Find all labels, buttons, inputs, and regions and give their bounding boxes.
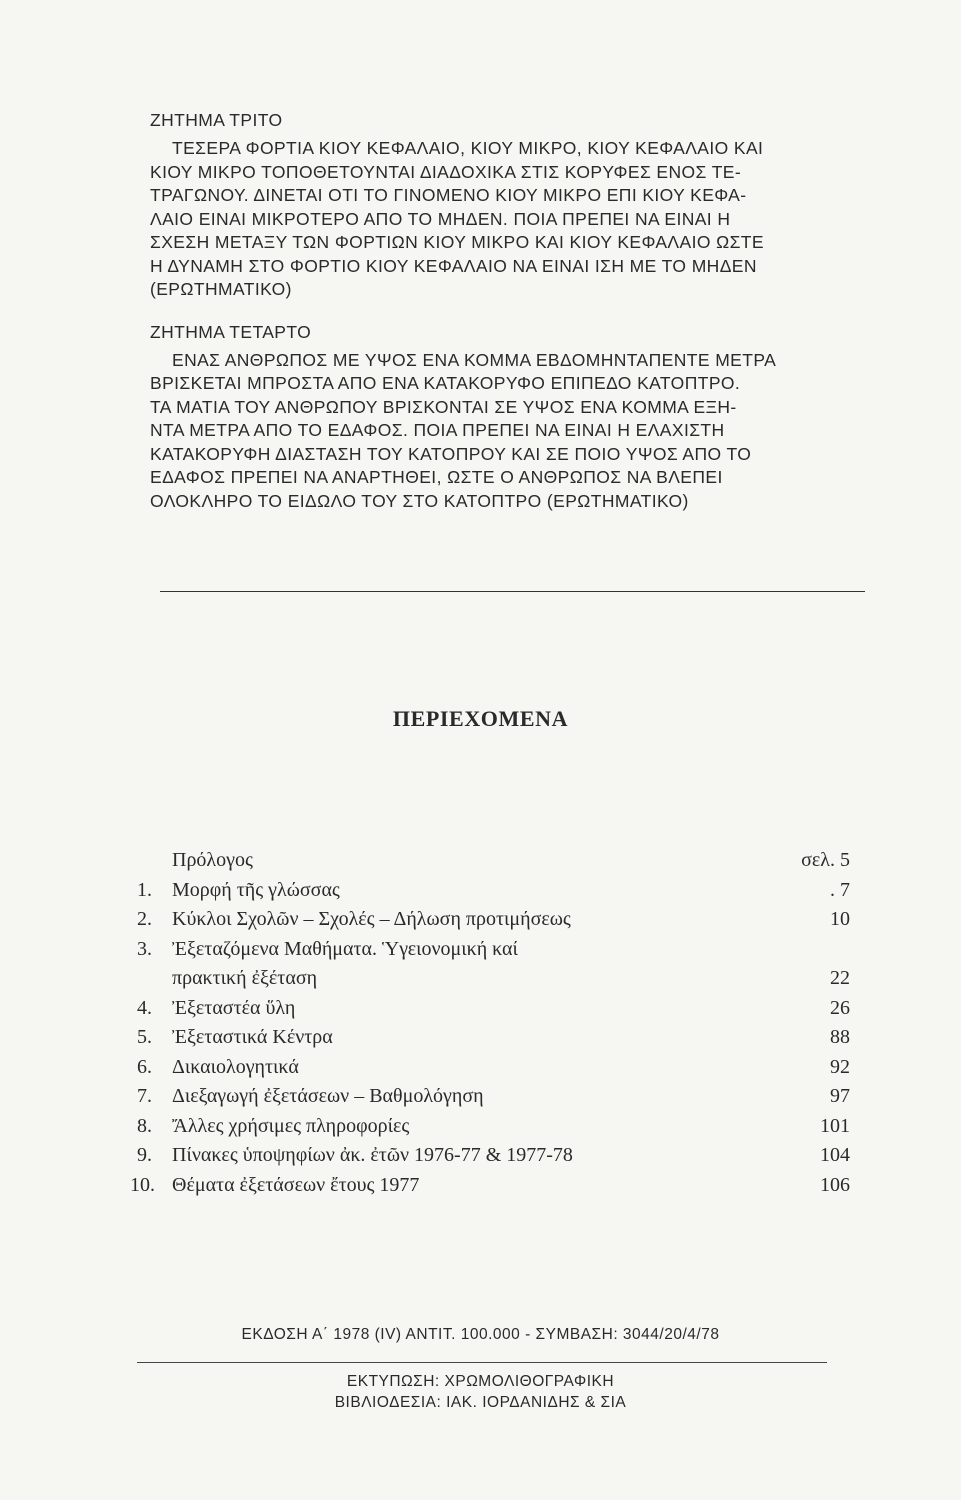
toc-entry (130, 1141, 850, 1171)
toc-entry-number: 4. (137, 996, 152, 1019)
problem-text-line: ΤΑ ΜΑΤΙΑ ΤΟΥ ΑΝΘΡΩΠΟΥ ΒΡΙΣΚΟΝΤΑΙ ΣΕ ΥΨΟΣ ΕΝΑ ΚΟΜΜΑ ΕΞΗ- (150, 396, 737, 417)
toc-entry-page: 26 (830, 996, 850, 1019)
toc-entry-title: Κύκλοι Σχολῶν – Σχολές – Δήλωση προτιμήσεως (172, 908, 571, 930)
problem-third (150, 110, 890, 302)
toc-entry (130, 1112, 850, 1142)
imprint-divider (137, 1362, 827, 1363)
problem-text-line: ΒΡΙΣΚΕΤΑΙ ΜΠΡΟΣΤΑ ΑΠΟ ΕΝΑ ΚΑΤΑΚΟΡΥΦΟ ΕΠΙΠΕΔΟ ΚΑΤΟΠΤΡΟ. (150, 373, 741, 393)
problem-heading: ΖΗΤΗΜΑ ΤΡΙΤΟ (150, 110, 283, 130)
toc-entry (130, 1082, 850, 1112)
toc-entry-page: 104 (820, 1144, 850, 1166)
toc-entry-title: Πίνακες ὑποψηφίων ἀκ. ἐτῶν 1976-77 & 1977-78 (172, 1144, 573, 1166)
toc-entry-page: 97 (830, 1085, 850, 1107)
toc-entry-title: Ἐξεταζόμενα Μαθήματα. Ὑγειονομική καί (172, 937, 518, 960)
table-of-contents (130, 846, 850, 1200)
toc-entry-number: 2. (137, 908, 152, 930)
toc-entry-title: Δικαιολογητικά (172, 1055, 299, 1078)
binding-credit: ΒΙΒΛΙΟΔΕΣΙΑ: ΙΑΚ. ΙΟΡΔΑΝΙΔΗΣ & ΣΙΑ (334, 1394, 627, 1411)
toc-entry-number: 8. (137, 1114, 152, 1137)
toc-entry-title: Ἄλλες χρήσιμες πληροφορίες (172, 1114, 410, 1137)
toc-entry-title: πρακτική ἐξέταση (172, 967, 318, 989)
toc-entry-title: Ἐξεταστικά Κέντρα (172, 1026, 333, 1048)
section-divider (160, 591, 865, 592)
toc-entry (130, 935, 850, 965)
toc-entry-page: 92 (830, 1055, 850, 1078)
problem-text-line: ΤΡΑΓΩΝΟΥ. ΔΙΝΕΤΑΙ ΟΤΙ ΤΟ ΓΙΝΟΜΕΝΟ ΚΙΟΥ ΜΙΚΡΟ ΕΠΙ ΚΙΟΥ ΚΕΦΑ- (150, 185, 747, 205)
problem-text-line: ΛΑΙΟ ΕΙΝΑΙ ΜΙΚΡΟΤΕΡΟ ΑΠΟ ΤΟ ΜΗΔΕΝ. ΠΟΙΑ ΠΡΕΠΕΙ ΝΑ ΕΙΝΑΙ Η (150, 208, 731, 229)
problem-text-line: ΚΙΟΥ ΜΙΚΡΟ ΤΟΠΟΘΕΤΟΥΝΤΑΙ ΔΙΑΔΟΧΙΚΑ ΣΤΙΣ ΚΟΡΥΦΕΣ ΕΝΟΣ ΤΕ- (150, 161, 742, 182)
problem-fourth (150, 322, 890, 514)
toc-entry-page: 106 (820, 1173, 850, 1196)
problem-text-line: (ΕΡΩΤΗΜΑΤΙΚΟ) (150, 279, 292, 299)
toc-entry-page: σελ. 5 (801, 849, 850, 871)
toc-entry (130, 905, 850, 935)
toc-entry-title: Πρόλογος (172, 849, 253, 871)
printing-credit: ΕΚΤΥΠΩΣΗ: ΧΡΩΜΟΛΙΘΟΓΡΑΦΙΚΗ (346, 1373, 615, 1390)
toc-entry (130, 1053, 850, 1083)
toc-entry (130, 876, 850, 906)
problem-text-line: ΤΕΣΕΡΑ ΦΟΡΤΙΑ ΚΙΟΥ ΚΕΦΑΛΑΙΟ, ΚΙΟΥ ΜΙΚΡΟ, ΚΙΟΥ ΚΕΦΑΛΑΙΟ ΚΑΙ (172, 138, 764, 158)
toc-entry (130, 994, 850, 1024)
problems-section (150, 110, 890, 513)
toc-entry-page: 101 (820, 1114, 850, 1137)
problem-heading: ΖΗΤΗΜΑ ΤΕΤΑΡΤΟ (150, 321, 312, 342)
toc-entry-number: 10. (130, 1173, 155, 1196)
problem-text-line: ΚΑΤΑΚΟΡΥΦΗ ΔΙΑΣΤΑΣΗ ΤΟΥ ΚΑΤΟΠΡΟΥ ΚΑΙ ΣΕ ΠΟΙΟ ΥΨΟΣ ΑΠΟ ΤΟ (150, 443, 752, 464)
toc-entry-title: Ἐξεταστέα ὕλη (172, 996, 296, 1019)
toc-entry (130, 846, 850, 876)
problem-text-line: ΕΝΑΣ ΑΝΘΡΩΠΟΣ ΜΕ ΥΨΟΣ ΕΝΑ ΚΟΜΜΑ ΕΒΔΟΜΗΝΤΑΠΕΝΤΕ ΜΕΤΡΑ (172, 349, 777, 370)
toc-entry-page: 22 (830, 967, 850, 989)
toc-entry-page: 88 (830, 1026, 850, 1048)
problem-text-line: ΝΤΑ ΜΕΤΡΑ ΑΠΟ ΤΟ ΕΔΑΦΟΣ. ΠΟΙΑ ΠΡΕΠΕΙ ΝΑ ΕΙΝΑΙ Η ΕΛΑΧΙΣΤΗ (150, 420, 725, 440)
problem-text-line: ΟΛΟΚΛΗΡΟ ΤΟ ΕΙΔΩΛΟ ΤΟΥ ΣΤΟ ΚΑΤΟΠΤΡΟ (ΕΡΩΤΗΜΑΤΙΚΟ) (150, 490, 689, 511)
toc-entry-number: 7. (137, 1085, 152, 1107)
toc-entry-number: 6. (137, 1055, 152, 1078)
edition-line: ΕΚΔΟΣΗ Α΄ 1978 (IV) ΑΝΤΙΤ. 100.000 - ΣΥΜΒΑΣΗ: 3044/20/4/78 (241, 1326, 720, 1343)
toc-entry-title: Διεξαγωγή ἐξετάσεων – Βαθμολόγηση (172, 1085, 484, 1107)
toc-entry (130, 964, 850, 994)
contents-title: ΠΕΡΙΕΧΟΜΕΝΑ (392, 706, 569, 731)
toc-entry-number: 9. (137, 1144, 152, 1166)
toc-entry-number: 5. (137, 1026, 152, 1048)
toc-entry-number: 1. (137, 878, 152, 901)
toc-entry-page: . 7 (830, 878, 850, 901)
problem-text-line: ΕΔΑΦΟΣ ΠΡΕΠΕΙ ΝΑ ΑΝΑΡΤΗΘΕΙ, ΩΣΤΕ Ο ΑΝΘΡΩΠΟΣ ΝΑ ΒΛΕΠΕΙ (150, 467, 723, 487)
problem-text-line: Η ΔΥΝΑΜΗ ΣΤΟ ΦΟΡΤΙΟ ΚΙΟΥ ΚΕΦΑΛΑΙΟ ΝΑ ΕΙΝΑΙ ΙΣΗ ΜΕ ΤΟ ΜΗΔΕΝ (150, 255, 757, 276)
problem-text-line: ΣΧΕΣΗ ΜΕΤΑΞΥ ΤΩΝ ΦΟΡΤΙΩΝ ΚΙΟΥ ΜΙΚΡΟ ΚΑΙ ΚΙΟΥ ΚΕΦΑΛΑΙΟ ΩΣΤΕ (150, 232, 764, 252)
toc-entry-number: 3. (137, 937, 152, 960)
toc-entry (130, 1171, 850, 1201)
toc-entry (130, 1023, 850, 1053)
toc-entry-title: Μορφή τῆς γλώσσας (172, 878, 340, 901)
toc-entry-page: 10 (830, 908, 850, 930)
toc-entry-title: Θέματα ἐξετάσεων ἔτους 1977 (172, 1173, 420, 1196)
